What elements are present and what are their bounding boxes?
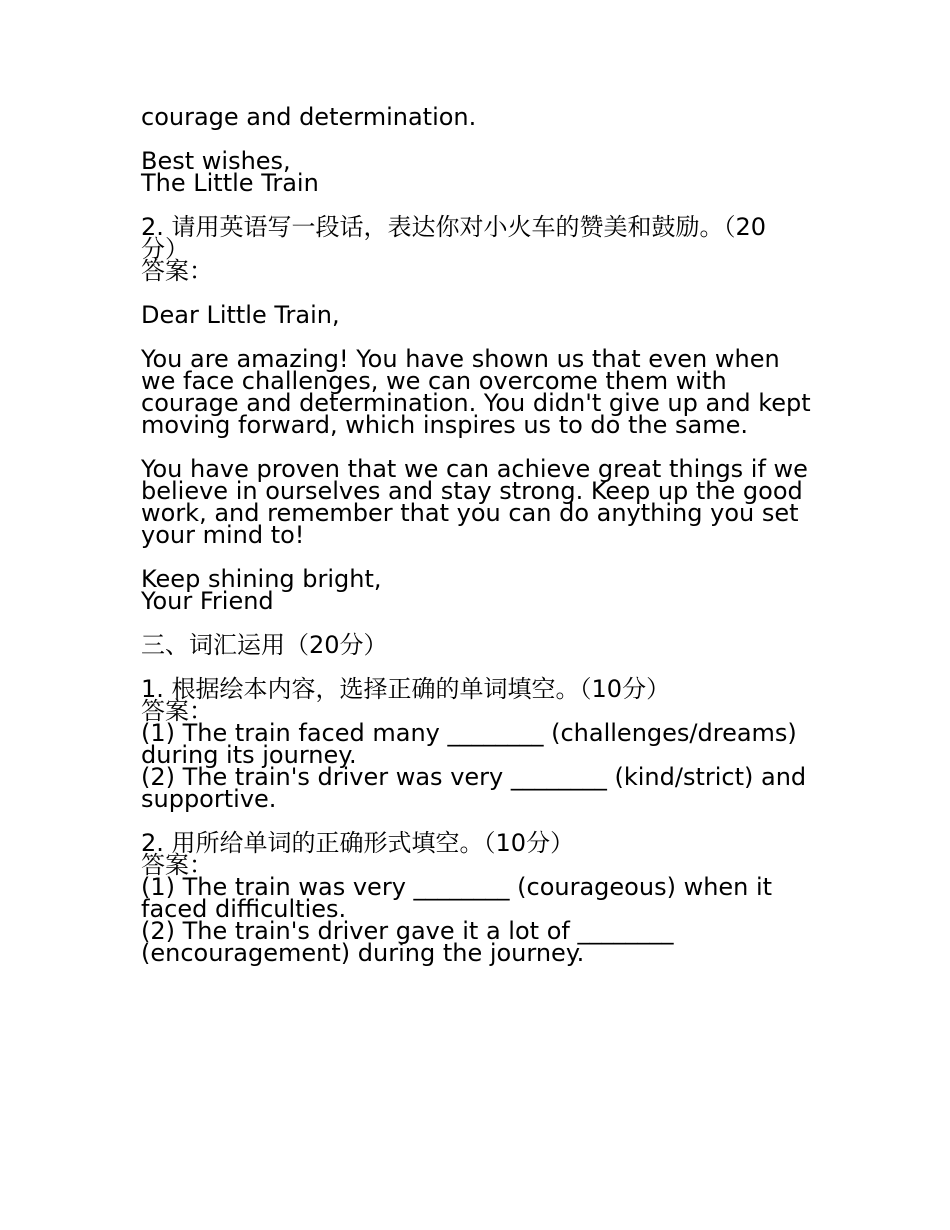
text-line: believe in ourselves and stay strong. Keep up the good [141, 477, 803, 505]
text-line: supportive. [141, 785, 277, 813]
text-line: 2. 用所给单词的正确形式填空。（10分） [141, 829, 575, 857]
text-line: Your Friend [141, 587, 274, 615]
text-line: (2) The train's driver gave it a lot of ________ [141, 917, 674, 945]
text-line: Dear Little Train, [141, 301, 340, 329]
text-line: Keep shining bright, [141, 565, 382, 593]
letter-greeting [141, 301, 821, 329]
text-line: The Little Train [141, 169, 319, 197]
answer-label: 答案： [141, 257, 213, 285]
section-3-heading [141, 631, 821, 659]
vocab-question-2 [141, 829, 821, 967]
closing-fragment [141, 103, 821, 131]
answer-label: 答案： [141, 697, 213, 725]
text-line: work, and remember that you can do anything you set [141, 499, 799, 527]
text-line: 三、词汇运用（20分） [141, 631, 388, 659]
text-line: 2. 请用英语写一段话，表达你对小火车的赞美和鼓励。（20 [141, 213, 767, 241]
text-line: we face challenges, we can overcome them with [141, 367, 727, 395]
letter-signoff [141, 147, 821, 197]
letter-paragraph-2 [141, 455, 821, 549]
text-line: courage and determination. You didn't give up and kept [141, 389, 811, 417]
text-line: during its journey. [141, 741, 357, 769]
text-line: You have proven that we can achieve great things if we [141, 455, 808, 483]
answer-label: 答案： [141, 851, 213, 879]
text-line: (encouragement) during the journey. [141, 939, 585, 967]
text-line: You are amazing! You have shown us that even when [141, 345, 780, 373]
letter-closing [141, 565, 821, 615]
vocab-question-1 [141, 675, 821, 813]
text-line: Best wishes, [141, 147, 291, 175]
letter-paragraph-1 [141, 345, 821, 439]
text-line: 分） [141, 235, 189, 263]
text-line: (1) The train faced many ________ (challenges/dreams) [141, 719, 797, 747]
text-line: (2) The train's driver was very ________ (kind/strict) and [141, 763, 807, 791]
text-line: (1) The train was very ________ (courageous) when it [141, 873, 773, 901]
document-page [141, 103, 821, 967]
text-line: faced difficulties. [141, 895, 347, 923]
question-2-heading [141, 213, 821, 285]
text-line: courage and determination. [141, 103, 477, 131]
text-line: 1. 根据绘本内容，选择正确的单词填空。（10分） [141, 675, 671, 703]
text-line: moving forward, which inspires us to do the same. [141, 411, 748, 439]
text-line: your mind to! [141, 521, 305, 549]
